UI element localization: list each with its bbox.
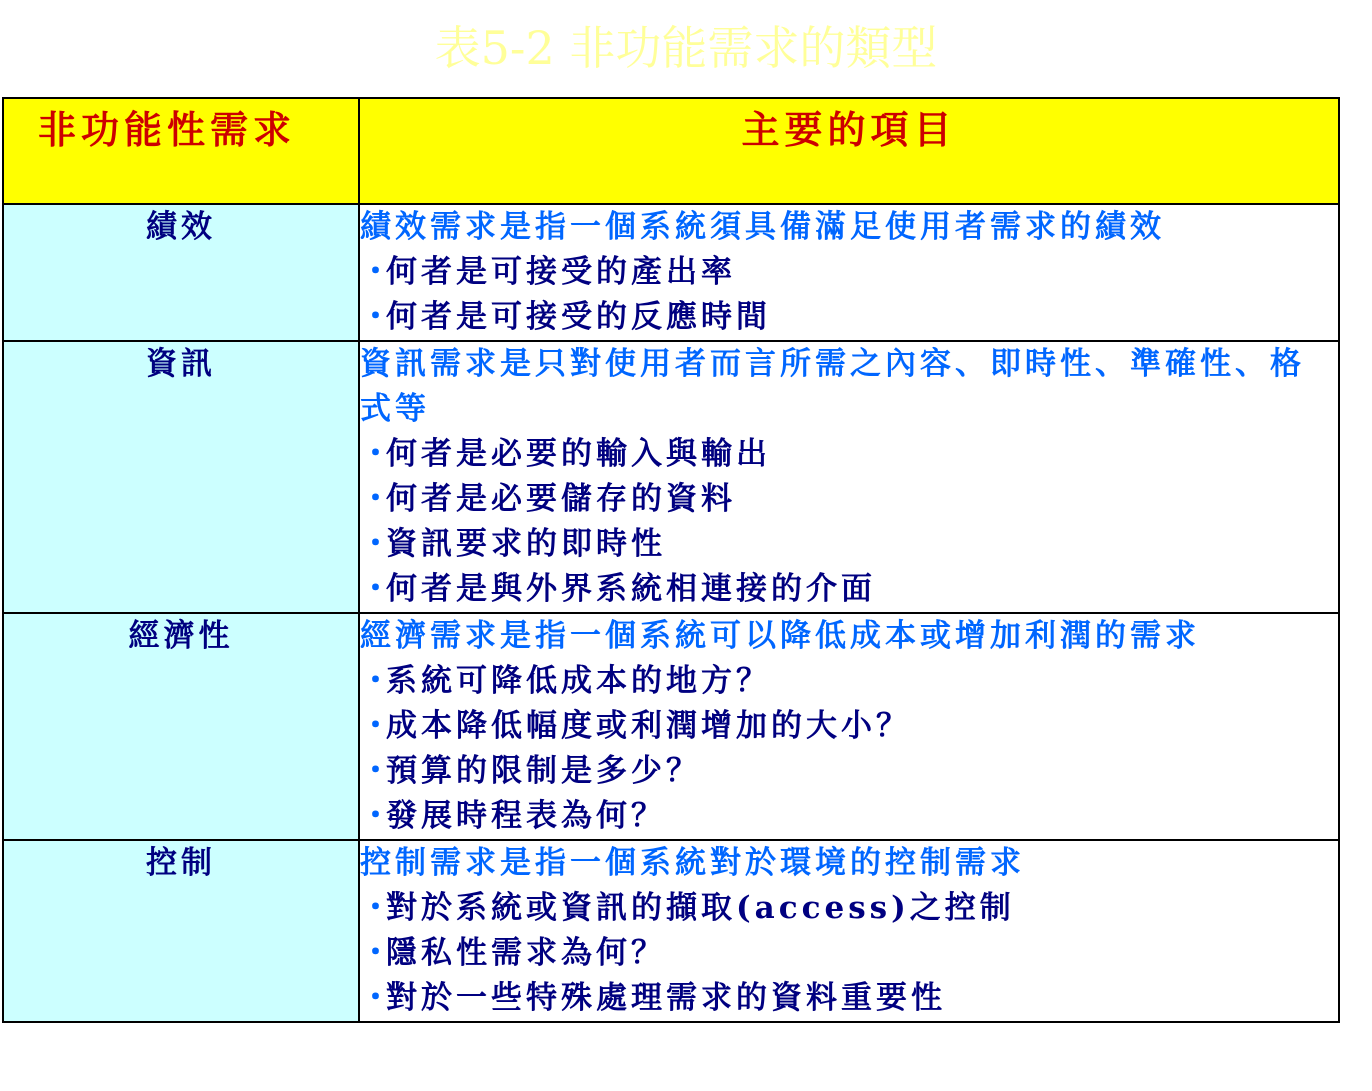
bullet-dot: ・ [360,708,395,744]
list-item [360,522,1338,567]
list-item-text: 何者是必要儲存的資料 [386,481,736,517]
bullet-dot: ・ [360,526,395,562]
list-item [360,704,1338,749]
items-cell [359,341,1339,613]
table-row [3,613,1339,840]
bullet-dot: ・ [360,571,395,607]
row-intro: 資訊需求是只對使用者而言所需之內容、即時性、準確性、格式等 [360,346,1305,427]
bullet-dot: ・ [360,980,395,1016]
list-item [360,477,1338,522]
list-item-text: 發展時程表為何？ [386,798,666,834]
bullet-dot: ・ [360,890,395,926]
list-item-text: 對於一些特殊處理需求的資料重要性 [386,980,946,1016]
bullet-dot: ・ [360,798,395,834]
bullet-dot: ・ [360,753,395,789]
table-row [3,341,1339,613]
header-nonfunctional-requirement: 非功能性需求 [3,98,359,204]
list-item-text: 何者是必要的輸入與輸出 [386,436,771,472]
bullet-dot: ・ [360,299,395,335]
list-item-text: 資訊要求的即時性 [386,526,666,562]
list-item-text: 系統可降低成本的地方？ [386,663,771,699]
list-item [360,295,1338,340]
list-item-text: 預算的限制是多少？ [386,753,701,789]
items-cell [359,840,1339,1022]
category-cell: 控制 [3,840,359,1022]
row-intro: 績效需求是指一個系統須具備滿足使用者需求的績效 [360,209,1165,245]
page-title: 表5-2 非功能需求的類型 [434,21,938,75]
list-item [360,886,1338,931]
row-intro: 經濟需求是指一個系統可以降低成本或增加利潤的需求 [360,618,1200,654]
category-cell: 績效 [3,204,359,341]
bullet-dot: ・ [360,254,395,290]
category-cell: 經濟性 [3,613,359,840]
category-cell: 資訊 [3,341,359,613]
list-item [360,749,1338,794]
list-item [360,250,1338,295]
bullet-dot: ・ [360,663,395,699]
table-header-row [3,98,1339,204]
list-item [360,794,1338,839]
list-item-text: 成本降低幅度或利潤增加的大小？ [386,708,911,744]
bullet-dot: ・ [360,481,395,517]
list-item [360,432,1338,477]
list-item [360,567,1338,612]
list-item-text: 對於系統或資訊的擷取(access)之控制 [386,890,1015,926]
requirements-table [2,97,1340,1023]
header-main-items: 主要的項目 [359,98,1339,204]
list-item-text: 何者是與外界系統相連接的介面 [386,571,876,607]
row-intro: 控制需求是指一個系統對於環境的控制需求 [360,845,1025,881]
list-item-text: 何者是可接受的反應時間 [386,299,771,335]
table-row [3,840,1339,1022]
table-row [3,204,1339,341]
list-item-text: 何者是可接受的產出率 [386,254,736,290]
bullet-dot: ・ [360,436,395,472]
list-item [360,659,1338,704]
list-item [360,976,1338,1021]
bullet-dot: ・ [360,935,395,971]
items-cell [359,204,1339,341]
list-item-text: 隱私性需求為何？ [386,935,666,971]
list-item [360,931,1338,976]
items-cell [359,613,1339,840]
